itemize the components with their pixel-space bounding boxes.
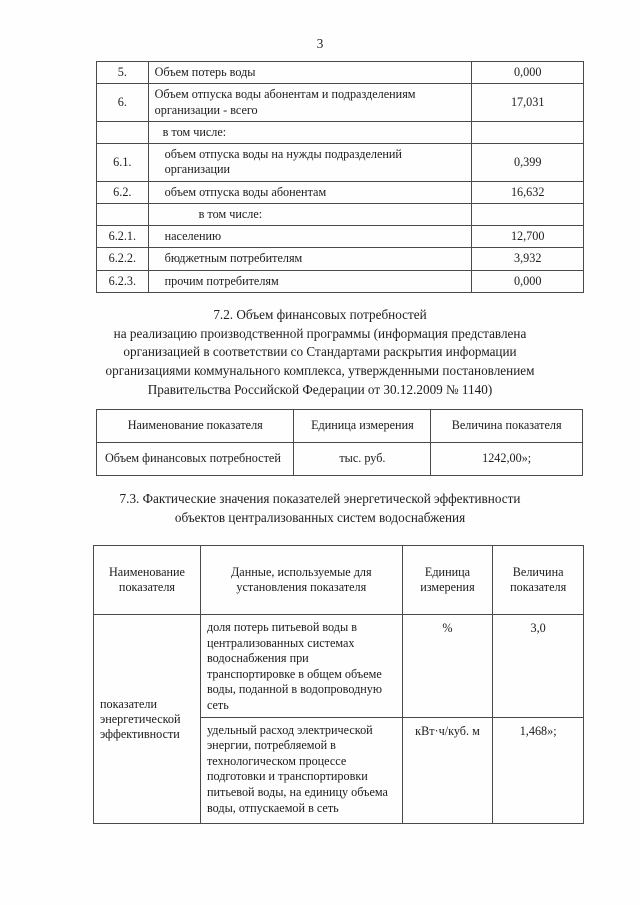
- table-row: [97, 121, 584, 143]
- row-value: 0,000: [472, 270, 584, 292]
- heading-line: 7.3. Фактические значения показателей энергетической эффективности: [119, 491, 521, 506]
- table-row: [97, 144, 584, 182]
- row-label: населению: [148, 226, 472, 248]
- row-number: 6.: [97, 84, 149, 122]
- table-header-row: [97, 410, 583, 443]
- row-value: 12,700: [472, 226, 584, 248]
- row-label: Объем потерь воды: [148, 62, 472, 84]
- table-volumes-body: [97, 62, 584, 293]
- row-label: объем отпуска воды на нужды подразделений организации: [148, 144, 472, 182]
- table-row: [97, 181, 584, 203]
- table-row: [97, 443, 583, 476]
- row-value: 1242,00»;: [431, 443, 583, 476]
- row-label: объем отпуска воды абонентам: [148, 181, 472, 203]
- column-header-unit: Единица измерения: [402, 546, 493, 615]
- row-number: 6.2.: [97, 181, 149, 203]
- row-value: 3,0: [493, 615, 584, 718]
- row-label: в том числе:: [148, 203, 472, 225]
- table-header-row: [94, 546, 584, 615]
- row-number: [97, 121, 149, 143]
- table-row: [97, 270, 584, 292]
- row-label: в том числе:: [148, 121, 472, 143]
- section-heading-7-2: [70, 306, 570, 400]
- table-energy-body: [94, 546, 584, 824]
- row-number: [97, 203, 149, 225]
- row-value: 0,000: [472, 62, 584, 84]
- row-unit: тыс. руб.: [294, 443, 431, 476]
- row-value: [472, 203, 584, 225]
- table-row: [97, 62, 584, 84]
- heading-line: Правительства Российской Федерации от 30.12.2009 № 1140): [147, 381, 493, 397]
- column-header-indicator: Наименование показателя: [94, 546, 201, 615]
- heading-line: организациями коммунального комплекса, утвержденными постановлением: [105, 363, 535, 379]
- row-data-description: удельный расход электрической энергии, потребляемой в технологическом процессе подготовки и транспортировки питьевой воды, на единицу объема воды, отпускаемой в сеть: [200, 717, 402, 823]
- column-header-data: Данные, используемые для установления показателя: [200, 546, 402, 615]
- column-header-unit: Единица измерения: [294, 410, 431, 443]
- row-data-description: доля потерь питьевой воды в централизованных системах водоснабжения при транспортировке в общем объеме воды, поданной в водопроводную сеть: [200, 615, 402, 718]
- row-value: [472, 121, 584, 143]
- row-value: 1,468»;: [493, 717, 584, 823]
- row-value: 3,932: [472, 248, 584, 270]
- row-number: 6.2.2.: [97, 248, 149, 270]
- table-energy-efficiency: [93, 545, 584, 824]
- row-unit: кВт·ч/куб. м: [402, 717, 493, 823]
- row-number: 6.2.3.: [97, 270, 149, 292]
- heading-line: на реализацию производственной программы (информация представлена: [113, 325, 527, 341]
- row-label: Объем финансовых потребностей: [97, 443, 294, 476]
- row-label: прочим потребителям: [148, 270, 472, 292]
- table-financial-body: [97, 410, 583, 476]
- row-number: 6.2.1.: [97, 226, 149, 248]
- row-value: 16,632: [472, 181, 584, 203]
- row-value: 17,031: [472, 84, 584, 122]
- table-financial-needs: [96, 409, 583, 476]
- table-row: [97, 248, 584, 270]
- table-row: [97, 84, 584, 122]
- row-label: Объем отпуска воды абонентам и подразделениям организации - всего: [148, 84, 472, 122]
- table-row: [97, 226, 584, 248]
- row-value: 0,399: [472, 144, 584, 182]
- table-water-volumes: [96, 61, 584, 293]
- table-row: [97, 203, 584, 225]
- column-header-value: Величина показателя: [493, 546, 584, 615]
- row-unit: %: [402, 615, 493, 718]
- column-header-value: Величина показателя: [431, 410, 583, 443]
- column-header-name: Наименование показателя: [97, 410, 294, 443]
- heading-line: организацией в соответствии со Стандартами раскрытия информации: [123, 344, 517, 360]
- heading-line: 7.2. Объем финансовых потребностей: [213, 307, 427, 322]
- heading-line: объектов централизованных систем водоснабжения: [174, 509, 466, 525]
- row-label: бюджетным потребителям: [148, 248, 472, 270]
- row-number: 6.1.: [97, 144, 149, 182]
- page-number: 3: [316, 36, 324, 51]
- section-heading-7-3: [70, 490, 570, 527]
- row-number: 5.: [97, 62, 149, 84]
- indicator-group-label: показатели энергетической эффективности: [94, 615, 201, 824]
- table-row: [94, 615, 584, 718]
